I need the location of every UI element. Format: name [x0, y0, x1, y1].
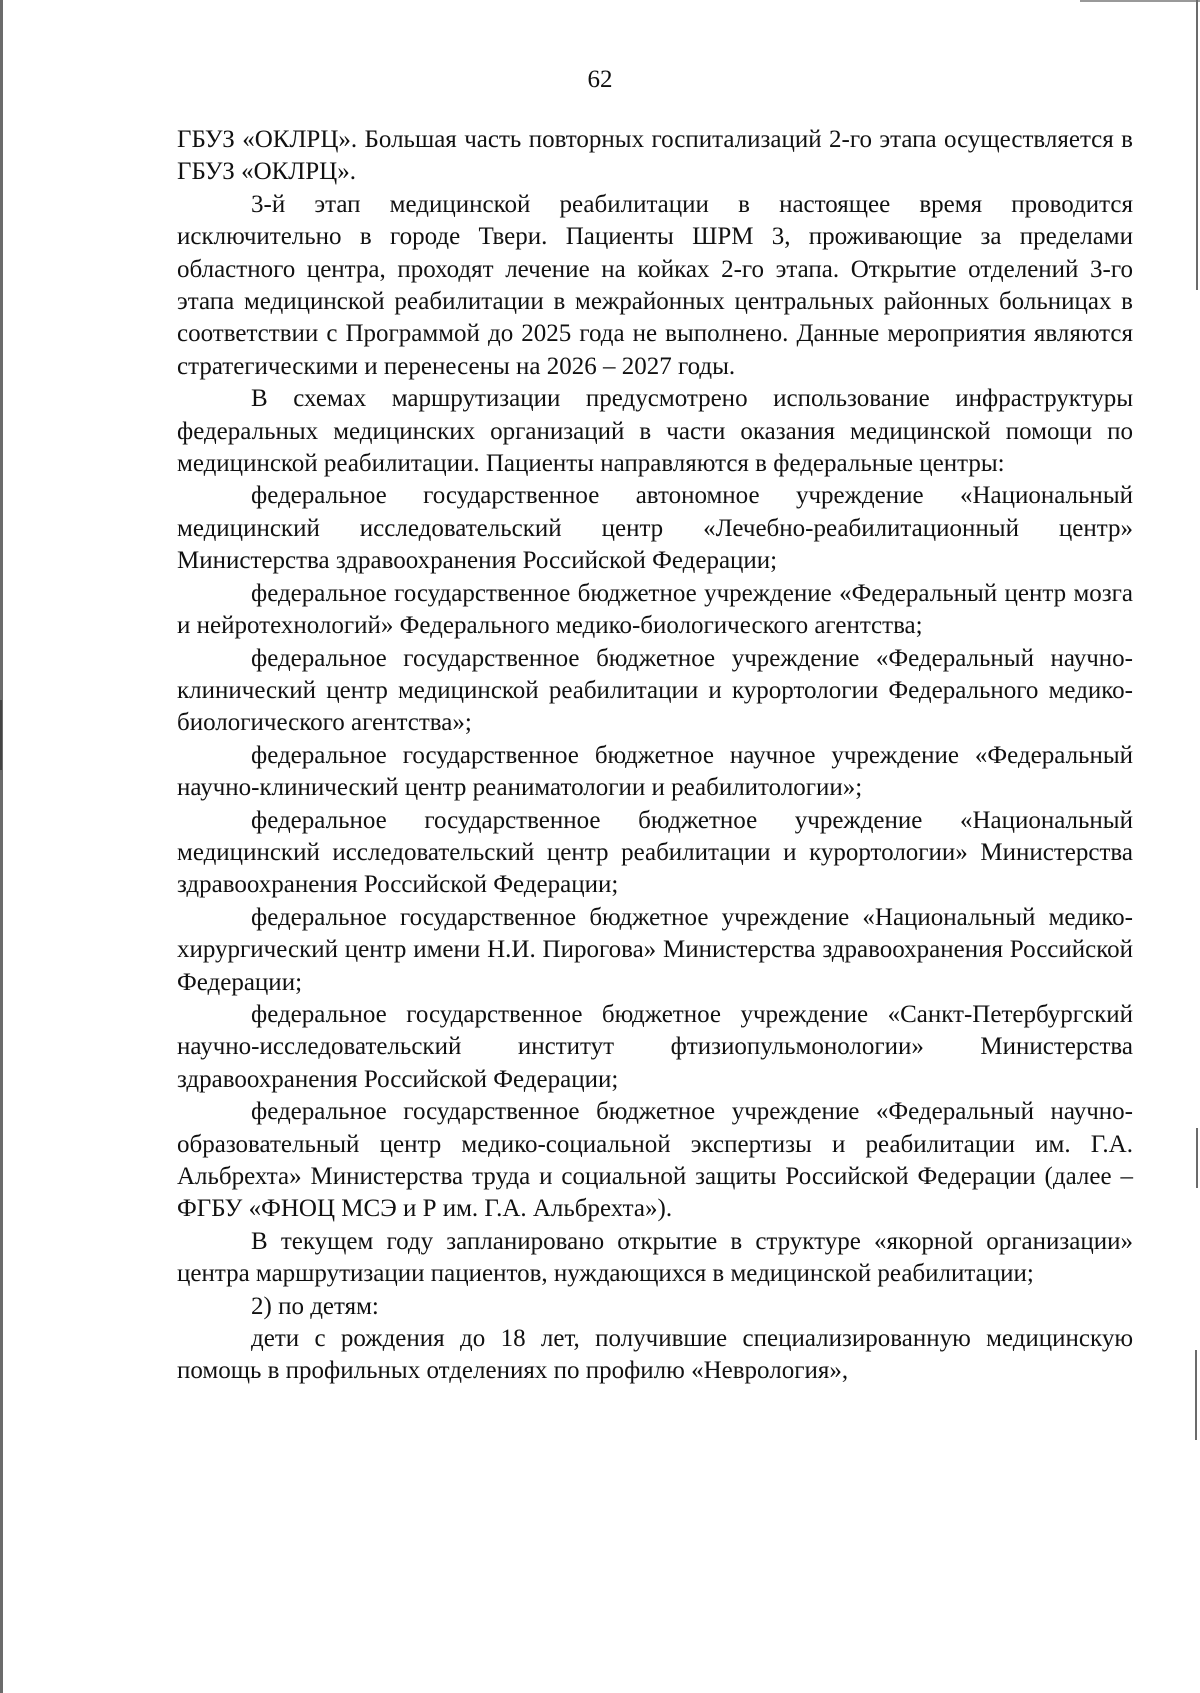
paragraph: федеральное государственное бюджетное учреждение «Санкт-Петербургский научно-исследовательский институт фтизиопульмонологии» Министерства здравоохранения Российской Федерации; [177, 1000, 1133, 1093]
paragraph: дети с рождения до 18 лет, получившие специализированную медицинскую помощь в профильных отделениях по профилю «Неврология», [177, 1325, 1133, 1385]
paragraph: федеральное государственное бюджетное учреждение «Федеральный центр мозга и нейротехнологий» Федерального медико-биологического агентства; [177, 579, 1133, 640]
paragraph: федеральное государственное бюджетное учреждение «Национальный медико-хирургический центр имени Н.И. Пирогова» Министерства здравоохранения Российской Федерации; [177, 903, 1133, 996]
paragraph: ГБУЗ «ОКЛРЦ». Большая часть повторных госпитализаций 2-го этапа осуществляется в ГБУЗ «ОКЛРЦ». [177, 126, 1133, 186]
paragraph: В текущем году запланировано открытие в структуре «якорной организации» центра маршрутизации пациентов, нуждающихся в медицинской реабилитации; [177, 1227, 1133, 1288]
scan-edge-right-mark [1195, 1350, 1197, 1440]
scan-edge-right [1196, 0, 1198, 290]
paragraph: В схемах маршрутизации предусмотрено использование инфраструктуры федеральных медицинских организаций в части оказания медицинской помощи по медицинской реабилитации. Пациенты направляются в федеральные центры: [177, 385, 1133, 478]
scan-edge-right-mark [1196, 1128, 1198, 1188]
scan-edge-top [1080, 0, 1200, 2]
paragraph: федеральное государственное бюджетное учреждение «Национальный медицинский исследовательский центр реабилитации и курортологии» Министерства здравоохранения Российской Федерации; [177, 806, 1133, 899]
paragraph: федеральное государственное автономное учреждение «Национальный медицинский исследовательский центр «Лечебно-реабилитационный центр» Министерства здравоохранения Российской Федерации; [177, 482, 1133, 575]
document-body [177, 124, 1133, 1388]
paragraph: федеральное государственное бюджетное учреждение «Федеральный научно-клинический центр медицинской реабилитации и курортологии Федерального медико-биологического агентства»; [177, 644, 1133, 737]
paragraph: 3-й этап медицинской реабилитации в настоящее время проводится исключительно в городе Твери. Пациенты ШРМ 3, проживающие за пределами областного центра, проходят лечение на койках 2-го этапа. Открытие отделений 3-го этапа медицинской реабилитации в межрайонных центральных районных больницах в соответствии с Программой до 2025 года не выполнено. Данные мероприятия являются стратегическими и перенесены на 2026 – 2027 годы. [177, 190, 1133, 380]
paragraph: 2) по детям: [251, 1292, 379, 1320]
scan-edge-left-mark [0, 700, 2, 770]
page-number: 62 [587, 66, 613, 93]
scan-edge-left [0, 0, 3, 1693]
paragraph: федеральное государственное бюджетное учреждение «Федеральный научно-образовательный центр медико-социальной экспертизы и реабилитации им. Г.А. Альбрехта» Министерства труда и социальной защиты Российской Федерации (далее – ФГБУ «ФНОЦ МСЭ и Р им. Г.А. Альбрехта»). [177, 1098, 1133, 1223]
paragraph: федеральное государственное бюджетное научное учреждение «Федеральный научно-клинический центр реаниматологии и реабилитологии»; [177, 741, 1133, 802]
